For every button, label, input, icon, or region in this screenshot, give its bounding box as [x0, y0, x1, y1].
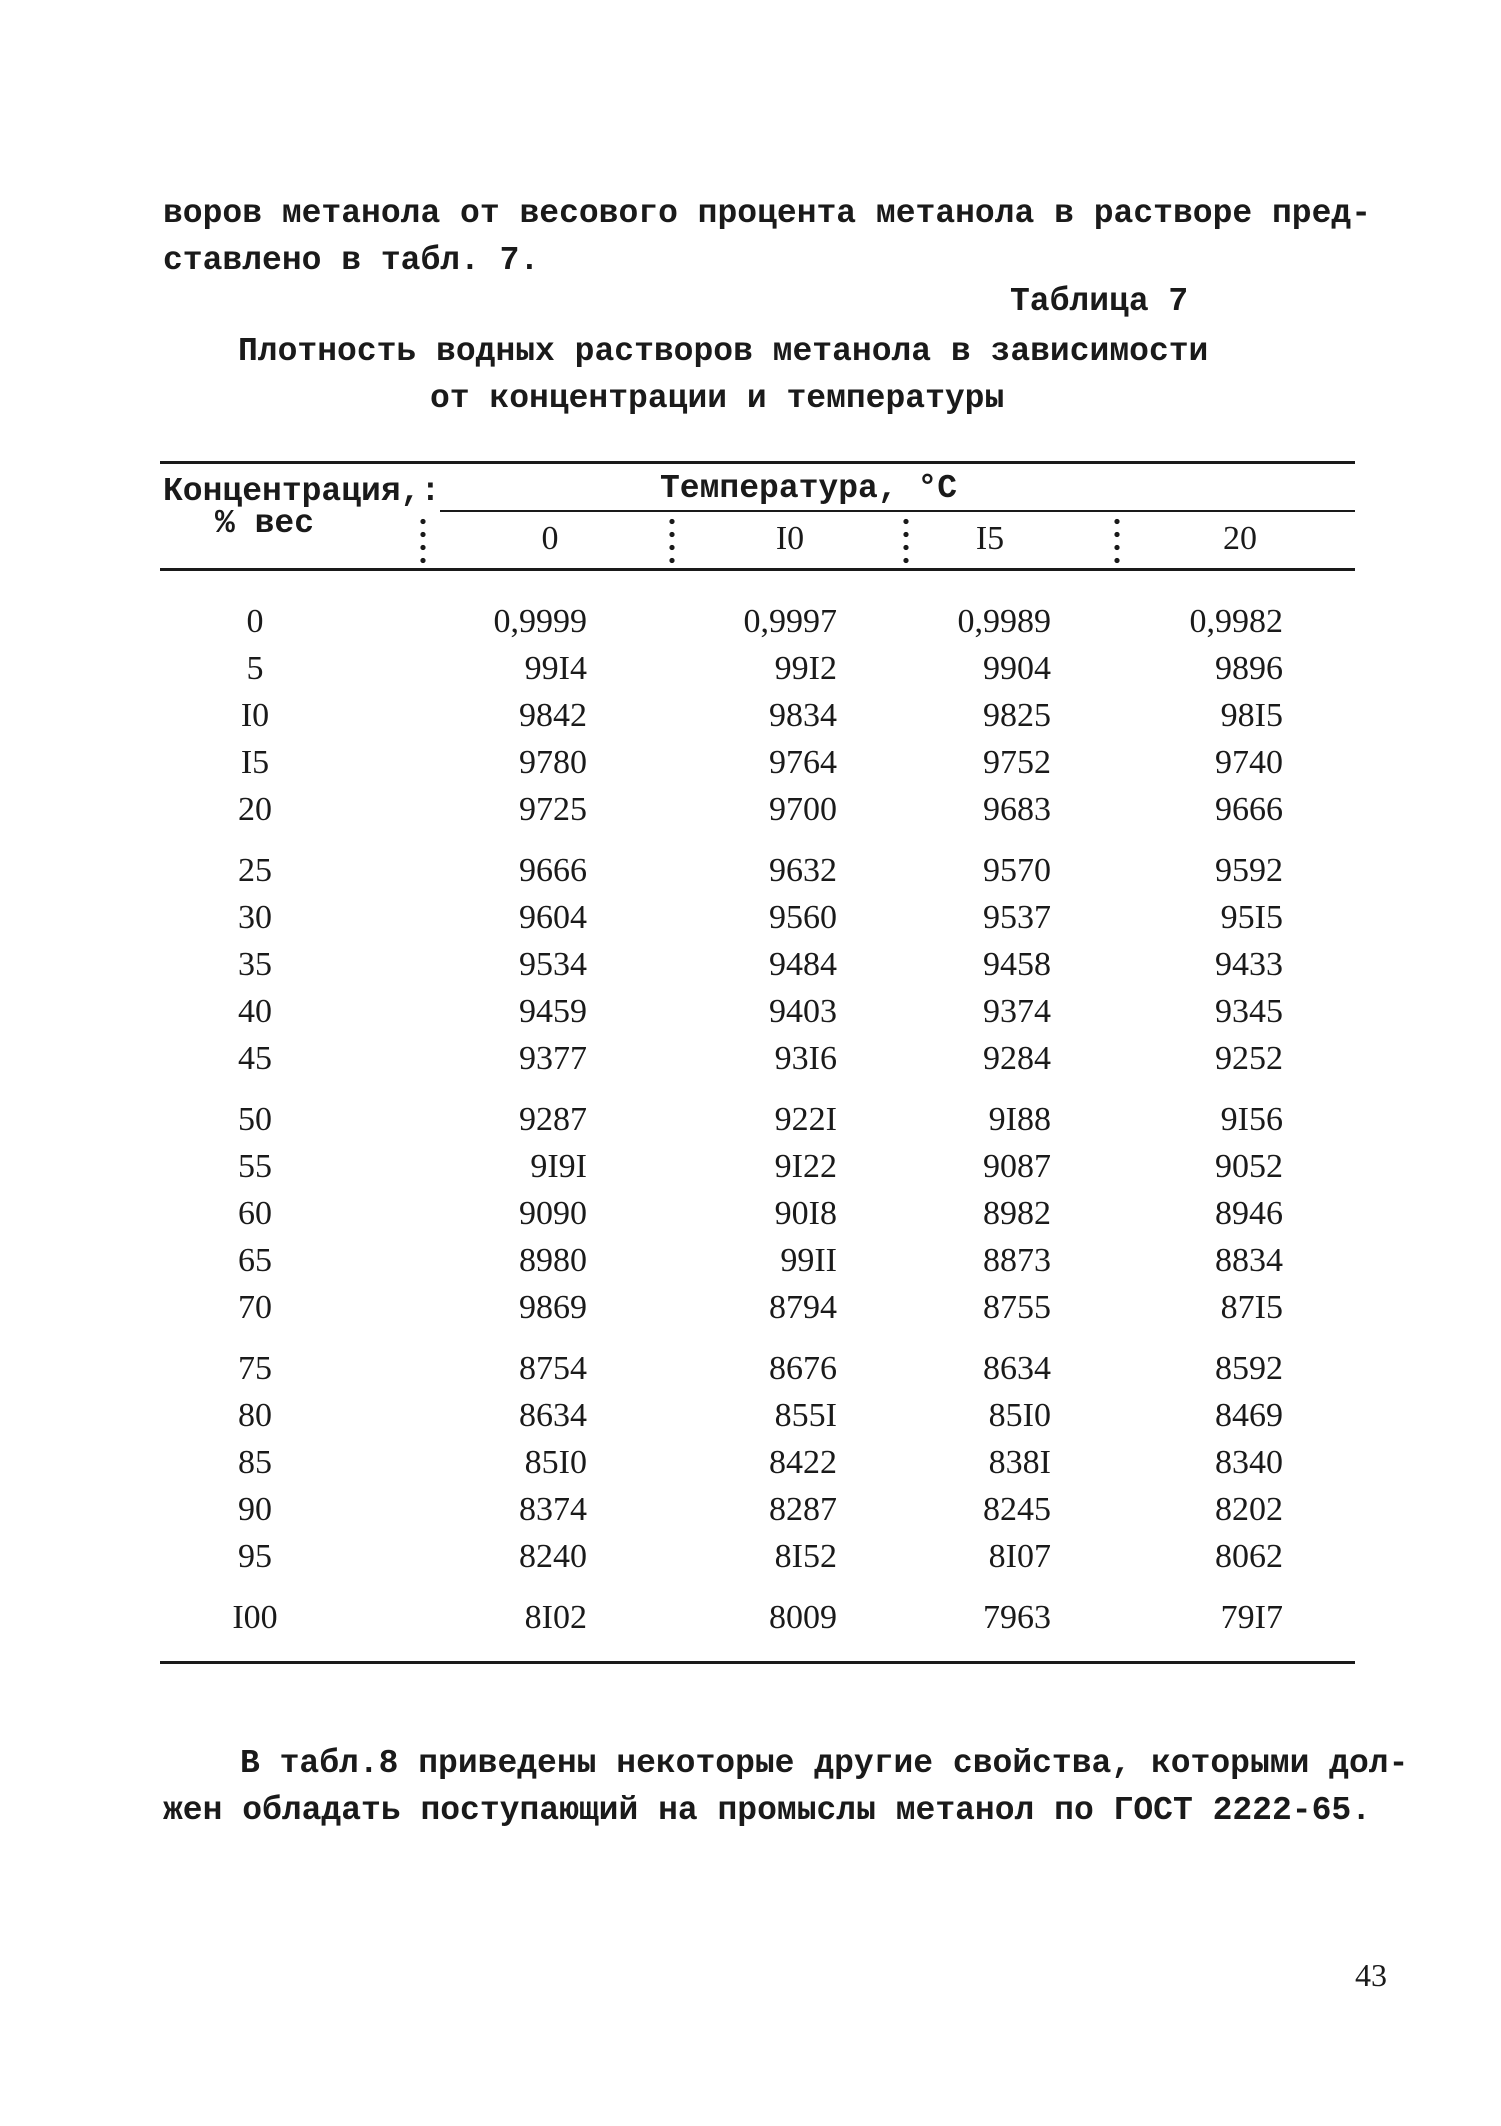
density-10c-cell: 93I6: [774, 1040, 837, 1077]
table-row: [0, 1345, 1501, 1392]
table-body: [0, 598, 1501, 1641]
temp-header-20: 20: [1223, 520, 1257, 557]
density-15c-cell: 9458: [983, 946, 1051, 983]
concentration-cell: 55: [238, 1148, 272, 1185]
table-row: [0, 1190, 1501, 1237]
density-20c-cell: 8592: [1215, 1350, 1283, 1387]
density-15c-cell: 9374: [983, 993, 1051, 1030]
concentration-cell: 0: [246, 603, 264, 640]
temp-header-10: I0: [775, 520, 805, 557]
density-0c-cell: 0,9999: [493, 603, 587, 640]
concentration-cell: 75: [238, 1350, 272, 1387]
density-20c-cell: 9896: [1215, 650, 1283, 687]
table-row: [0, 1439, 1501, 1486]
table-row: [0, 1392, 1501, 1439]
density-10c-cell: 99II: [780, 1242, 837, 1279]
density-10c-cell: 90I8: [774, 1195, 837, 1232]
concentration-header: Концентрация,:: [163, 473, 441, 510]
density-0c-cell: 9842: [519, 697, 587, 734]
density-0c-cell: 8634: [519, 1397, 587, 1434]
density-15c-cell: 9087: [983, 1148, 1051, 1185]
concentration-cell: 60: [238, 1195, 272, 1232]
density-15c-cell: 9I88: [988, 1101, 1051, 1138]
table-row: [0, 894, 1501, 941]
concentration-cell: 90: [238, 1491, 272, 1528]
density-20c-cell: 9252: [1215, 1040, 1283, 1077]
density-15c-cell: 85I0: [988, 1397, 1051, 1434]
concentration-cell: 80: [238, 1397, 272, 1434]
table-bottom-rule: [160, 1661, 1355, 1664]
density-10c-cell: 8I52: [774, 1538, 837, 1575]
density-15c-cell: 8245: [983, 1491, 1051, 1528]
temp-header-15: I5: [975, 520, 1005, 557]
density-20c-cell: 8340: [1215, 1444, 1283, 1481]
outro-line-2: жен обладать поступающий на промыслы метанол по ГОСТ 2222-65.: [163, 1792, 1371, 1829]
header-separator: [1114, 515, 1120, 567]
density-0c-cell: 9666: [519, 852, 587, 889]
density-15c-cell: 9284: [983, 1040, 1051, 1077]
table-row: [0, 1486, 1501, 1533]
table-row: [0, 1284, 1501, 1331]
density-20c-cell: 9666: [1215, 791, 1283, 828]
concentration-cell: 70: [238, 1289, 272, 1326]
density-10c-cell: 9764: [769, 744, 837, 781]
outro-line-1: В табл.8 приведены некоторые другие свойства, которыми дол-: [240, 1745, 1409, 1782]
density-10c-cell: 8009: [769, 1599, 837, 1636]
table-row: [0, 941, 1501, 988]
density-0c-cell: 8754: [519, 1350, 587, 1387]
density-20c-cell: 95I5: [1220, 899, 1283, 936]
density-20c-cell: 8834: [1215, 1242, 1283, 1279]
density-10c-cell: 9484: [769, 946, 837, 983]
density-0c-cell: 9287: [519, 1101, 587, 1138]
concentration-cell: 50: [238, 1101, 272, 1138]
concentration-cell: I0: [240, 697, 270, 734]
density-15c-cell: 838I: [988, 1444, 1051, 1481]
density-20c-cell: 8202: [1215, 1491, 1283, 1528]
table-row: [0, 692, 1501, 739]
table-row: [0, 847, 1501, 894]
concentration-cell: I5: [240, 744, 270, 781]
concentration-cell: 95: [238, 1538, 272, 1575]
density-0c-cell: 9377: [519, 1040, 587, 1077]
concentration-cell: 30: [238, 899, 272, 936]
table-row: [0, 1096, 1501, 1143]
density-0c-cell: 9534: [519, 946, 587, 983]
table-row: [0, 1143, 1501, 1190]
density-20c-cell: 9345: [1215, 993, 1283, 1030]
density-15c-cell: 8634: [983, 1350, 1051, 1387]
density-10c-cell: 9834: [769, 697, 837, 734]
table-row: [0, 1237, 1501, 1284]
density-20c-cell: 0,9982: [1189, 603, 1283, 640]
concentration-cell: I00: [232, 1599, 278, 1636]
density-0c-cell: 8240: [519, 1538, 587, 1575]
density-10c-cell: 8676: [769, 1350, 837, 1387]
temp-header-0: 0: [541, 520, 559, 557]
concentration-cell: 85: [238, 1444, 272, 1481]
density-15c-cell: 8873: [983, 1242, 1051, 1279]
concentration-cell: 40: [238, 993, 272, 1030]
density-10c-cell: 9I22: [774, 1148, 837, 1185]
density-10c-cell: 9632: [769, 852, 837, 889]
density-20c-cell: 9I56: [1220, 1101, 1283, 1138]
density-15c-cell: 9904: [983, 650, 1051, 687]
density-0c-cell: 9869: [519, 1289, 587, 1326]
density-0c-cell: 8374: [519, 1491, 587, 1528]
concentration-cell: 25: [238, 852, 272, 889]
table-row: [0, 1035, 1501, 1082]
weight-percent-header: % вес: [215, 505, 315, 542]
density-15c-cell: 8755: [983, 1289, 1051, 1326]
intro-line-2: ставлено в табл. 7.: [163, 242, 540, 279]
density-20c-cell: 9433: [1215, 946, 1283, 983]
density-10c-cell: 922I: [774, 1101, 837, 1138]
density-10c-cell: 9700: [769, 791, 837, 828]
table-top-rule: [160, 461, 1355, 464]
density-20c-cell: 9740: [1215, 744, 1283, 781]
density-0c-cell: 99I4: [524, 650, 587, 687]
density-15c-cell: 8I07: [988, 1538, 1051, 1575]
concentration-cell: 45: [238, 1040, 272, 1077]
density-0c-cell: 85I0: [524, 1444, 587, 1481]
density-10c-cell: 9560: [769, 899, 837, 936]
temperature-underline: [440, 510, 1355, 512]
concentration-cell: 65: [238, 1242, 272, 1279]
density-0c-cell: 9780: [519, 744, 587, 781]
table-row: [0, 988, 1501, 1035]
concentration-cell: 35: [238, 946, 272, 983]
density-10c-cell: 8422: [769, 1444, 837, 1481]
intro-line-1: воров метанола от весового процента метанола в растворе пред-: [163, 195, 1371, 232]
density-0c-cell: 9725: [519, 791, 587, 828]
header-bottom-rule: [160, 568, 1355, 571]
table-row: [0, 1594, 1501, 1641]
density-15c-cell: 9752: [983, 744, 1051, 781]
density-0c-cell: 9090: [519, 1195, 587, 1232]
density-15c-cell: 0,9989: [957, 603, 1051, 640]
caption-line-1: Плотность водных растворов метанола в зависимости: [238, 333, 1209, 370]
density-0c-cell: 9604: [519, 899, 587, 936]
density-0c-cell: 9459: [519, 993, 587, 1030]
density-20c-cell: 8469: [1215, 1397, 1283, 1434]
table-row: [0, 1533, 1501, 1580]
density-10c-cell: 8794: [769, 1289, 837, 1326]
density-20c-cell: 9052: [1215, 1148, 1283, 1185]
page-number: 43: [1355, 1957, 1387, 1993]
temperature-header: Температура, °C: [660, 470, 958, 507]
concentration-cell: 5: [246, 650, 264, 687]
density-15c-cell: 9825: [983, 697, 1051, 734]
density-0c-cell: 8980: [519, 1242, 587, 1279]
density-20c-cell: 79I7: [1220, 1599, 1283, 1636]
density-15c-cell: 9570: [983, 852, 1051, 889]
density-10c-cell: 9403: [769, 993, 837, 1030]
density-20c-cell: 98I5: [1220, 697, 1283, 734]
density-20c-cell: 8946: [1215, 1195, 1283, 1232]
intro-paragraph: [163, 190, 1371, 284]
table-row: [0, 645, 1501, 692]
table-number: Таблица 7: [1010, 283, 1189, 320]
density-15c-cell: 8982: [983, 1195, 1051, 1232]
density-10c-cell: 0,9997: [743, 603, 837, 640]
density-0c-cell: 8I02: [524, 1599, 587, 1636]
outro-paragraph: [163, 1740, 1409, 1834]
density-10c-cell: 8287: [769, 1491, 837, 1528]
density-15c-cell: 9683: [983, 791, 1051, 828]
table-row: [0, 786, 1501, 833]
table-row: [0, 598, 1501, 645]
density-20c-cell: 87I5: [1220, 1289, 1283, 1326]
density-15c-cell: 7963: [983, 1599, 1051, 1636]
density-15c-cell: 9537: [983, 899, 1051, 936]
density-0c-cell: 9I9I: [530, 1148, 587, 1185]
caption-line-2: от концентрации и температуры: [430, 380, 1005, 417]
header-separator: [420, 515, 426, 567]
density-20c-cell: 9592: [1215, 852, 1283, 889]
density-10c-cell: 99I2: [774, 650, 837, 687]
table-row: [0, 739, 1501, 786]
density-20c-cell: 8062: [1215, 1538, 1283, 1575]
concentration-cell: 20: [238, 791, 272, 828]
density-10c-cell: 855I: [774, 1397, 837, 1434]
